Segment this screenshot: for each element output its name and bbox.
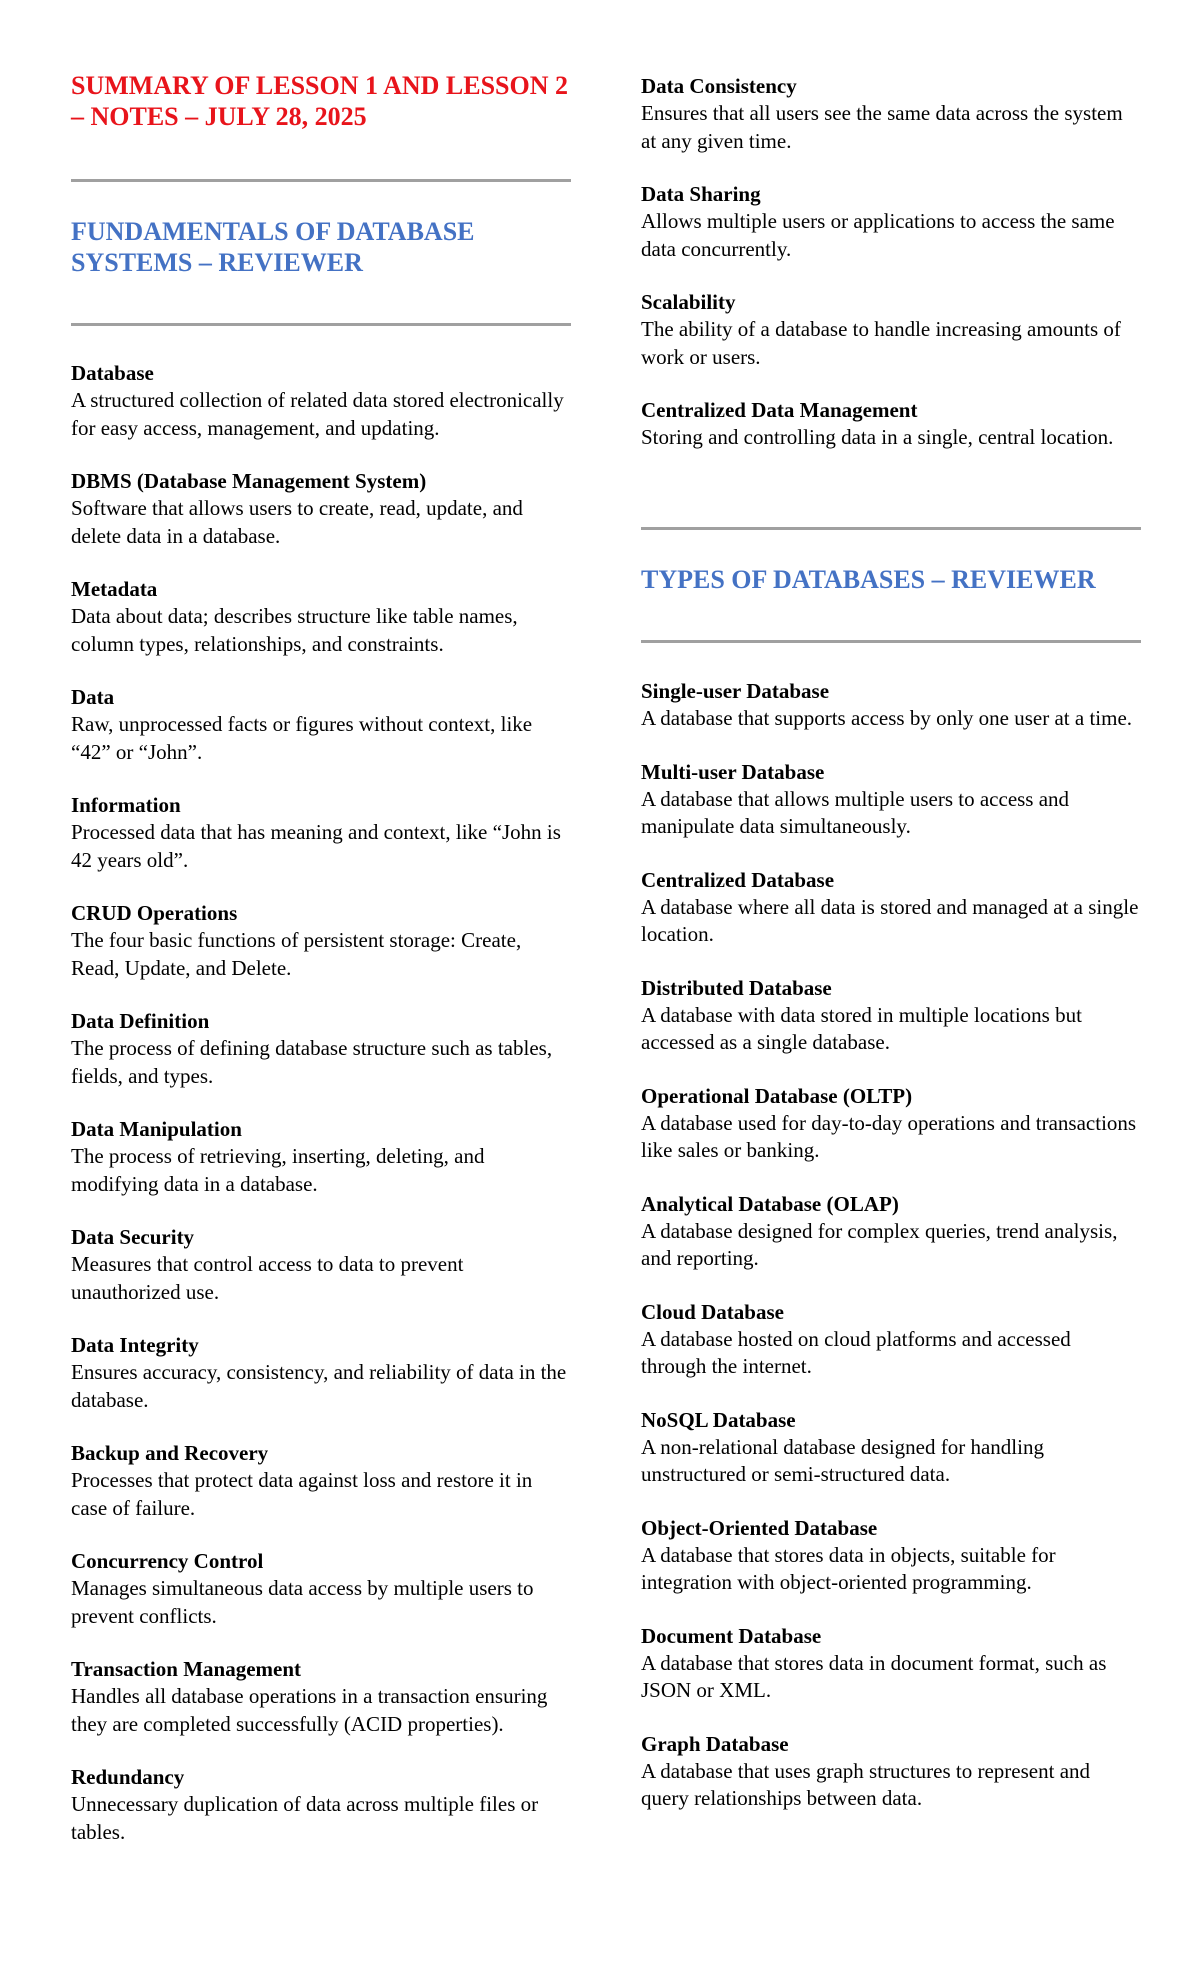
entry-term: Distributed Database [641,975,832,1000]
section-title-types: TYPES OF DATABASES – REVIEWER [641,565,1096,594]
glossary-entry [641,1407,1141,1489]
entry-term: Data Security [71,1225,195,1249]
entry-term: Operational Database (OLTP) [641,1083,913,1108]
entry-definition: Ensures that all users see the same data across the system at any given time. [641,101,1123,153]
entry-term: Data [71,685,115,709]
glossary-entry [641,73,1141,155]
glossary-entry [641,867,1141,949]
entry-definition: A database designed for complex queries, trend analysis, and reporting. [641,1218,1118,1270]
entry-definition: A non-relational database designed for handling unstructured or semi-structured data. [641,1434,1044,1486]
entry-definition: A database used for day-to-day operations and transactions like sales or banking. [641,1110,1137,1162]
entry-term: Single-user Database [641,679,830,703]
glossary-entry [71,1116,571,1198]
glossary-entry [71,468,571,550]
glossary-entry [641,181,1141,263]
entry-definition: Processed data that has meaning and context, like “John is 42 years old”. [71,820,561,872]
entry-definition: The process of retrieving, inserting, deleting, and modifying data in a database. [71,1144,485,1196]
entry-definition: A database that uses graph structures to represent and query relationships between data. [641,1758,1091,1810]
section-title-fundamentals: FUNDAMENTALS OF DATABASE SYSTEMS – REVIEWER [71,217,475,277]
glossary-entry [641,397,1141,452]
entry-definition: A database where all data is stored and managed at a single location. [641,894,1139,946]
fundamentals-entries [71,360,571,1872]
glossary-entry [71,684,571,766]
types-entries [641,678,1141,1839]
entry-definition: A database that allows multiple users to access and manipulate data simultaneously. [641,786,1070,838]
entry-definition: The process of defining database structure such as tables, fields, and types. [71,1036,553,1088]
entry-definition: Software that allows users to create, read, update, and delete data in a database. [71,496,523,548]
entry-term: Data Definition [71,1009,210,1033]
entry-term: CRUD Operations [71,901,238,925]
entry-definition: The ability of a database to handle increasing amounts of work or users. [641,317,1121,369]
glossary-entry [71,360,571,442]
entry-term: Centralized Data Management [641,398,918,422]
glossary-entry [71,900,571,982]
entry-definition: Data about data; describes structure like table names, column types, relationships, and constraints. [71,604,518,656]
entry-definition: A database that stores data in document format, such as JSON or XML. [641,1650,1107,1702]
entry-term: Metadata [71,577,158,601]
glossary-entry [641,1083,1141,1165]
divider [71,179,571,182]
fundamentals-entries-continued [641,73,1141,478]
divider [71,323,571,326]
entry-definition: Processes that protect data against loss and restore it in case of failure. [71,1468,533,1520]
entry-term: Redundancy [71,1765,185,1789]
entry-term: Multi-user Database [641,759,825,784]
entry-definition: Allows multiple users or applications to access the same data concurrently. [641,209,1115,261]
glossary-entry [71,1656,571,1738]
entry-term: Data Consistency [641,74,797,98]
glossary-entry [71,1332,571,1414]
glossary-entry [71,576,571,658]
entry-term: Data Sharing [641,182,761,206]
entry-term: Data Manipulation [71,1117,242,1141]
glossary-entry [71,1440,571,1522]
entry-term: Object-Oriented Database [641,1515,878,1540]
entry-term: Information [71,793,181,817]
entry-term: Backup and Recovery [71,1441,269,1465]
entry-term: Concurrency Control [71,1549,264,1573]
entry-term: Data Integrity [71,1333,199,1357]
entry-term: Graph Database [641,1731,789,1756]
glossary-entry [641,1191,1141,1273]
glossary-entry [641,975,1141,1057]
entry-term: Transaction Management [71,1657,302,1681]
glossary-entry [71,1548,571,1630]
glossary-entry [641,678,1141,733]
glossary-entry [71,792,571,874]
entry-definition: A structured collection of related data stored electronically for easy access, management, and updating. [71,388,564,440]
entry-term: Centralized Database [641,867,835,892]
divider [641,640,1141,643]
entry-definition: Unnecessary duplication of data across multiple files or tables. [71,1792,539,1844]
entry-term: DBMS (Database Management System) [71,469,427,493]
entry-definition: The four basic functions of persistent storage: Create, Read, Update, and Delete. [71,928,522,980]
entry-term: Database [71,361,154,385]
entry-definition: A database that stores data in objects, suitable for integration with object-oriented programming. [641,1542,1056,1594]
glossary-entry [641,759,1141,841]
entry-term: NoSQL Database [641,1407,796,1432]
entry-definition: A database hosted on cloud platforms and accessed through the internet. [641,1326,1071,1378]
entry-definition: Manages simultaneous data access by multiple users to prevent conflicts. [71,1576,534,1628]
glossary-entry [71,1764,571,1846]
divider [641,527,1141,530]
entry-definition: Measures that control access to data to prevent unauthorized use. [71,1252,464,1304]
entry-definition: Handles all database operations in a transaction ensuring they are completed successfully (ACID properties). [71,1684,548,1736]
entry-definition: Ensures accuracy, consistency, and reliability of data in the database. [71,1360,567,1412]
entry-term: Document Database [641,1623,822,1648]
glossary-entry [71,1224,571,1306]
glossary-entry [641,1623,1141,1705]
glossary-entry [641,1299,1141,1381]
entry-term: Analytical Database (OLAP) [641,1191,899,1216]
entry-definition: A database that supports access by only one user at a time. [641,706,1133,730]
entry-definition: Raw, unprocessed facts or figures without context, like “42” or “John”. [71,712,533,764]
entry-definition: A database with data stored in multiple locations but accessed as a single database. [641,1002,1082,1054]
glossary-entry [641,289,1141,371]
glossary-entry [641,1731,1141,1813]
entry-definition: Storing and controlling data in a single, central location. [641,425,1114,449]
entry-term: Cloud Database [641,1299,784,1324]
entry-term: Scalability [641,290,736,314]
glossary-entry [71,1008,571,1090]
glossary-entry [641,1515,1141,1597]
document-title: SUMMARY OF LESSON 1 AND LESSON 2 – NOTES – JULY 28, 2025 [71,71,569,131]
